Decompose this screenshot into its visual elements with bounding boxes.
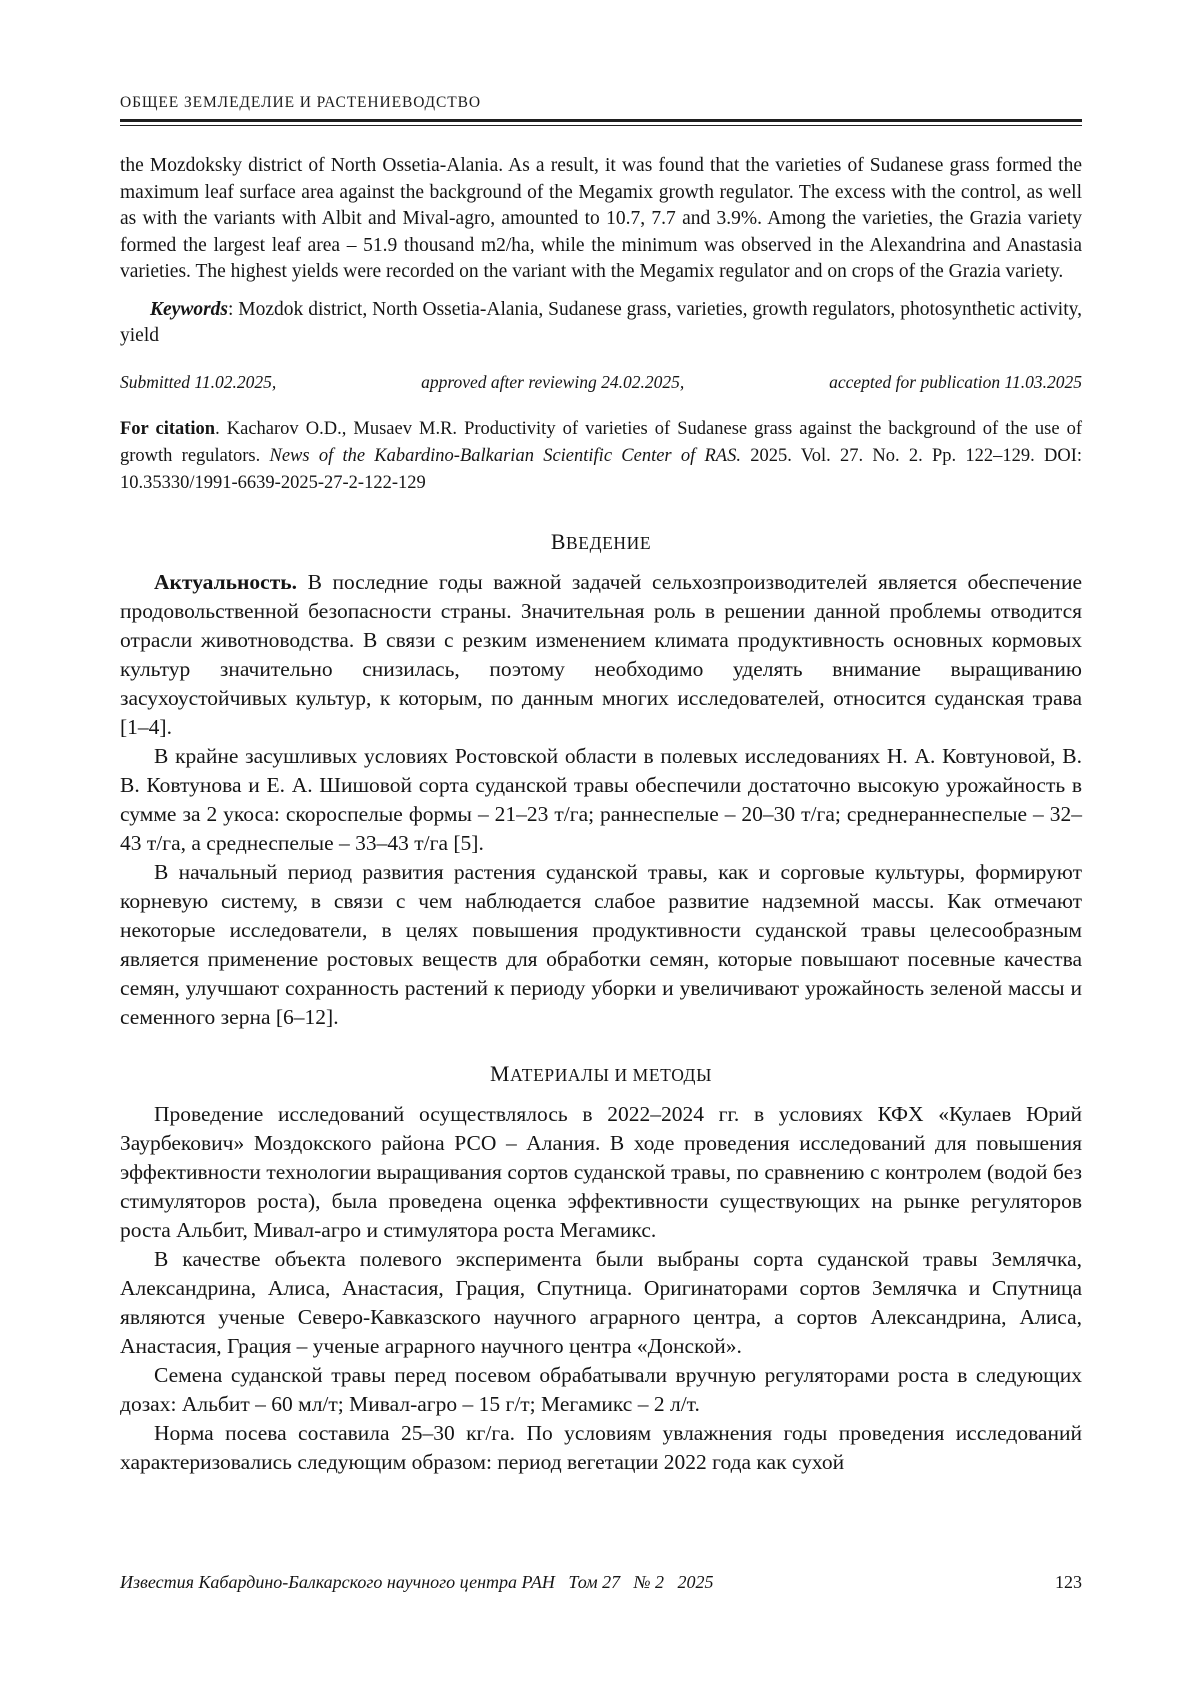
paragraph-text: В качестве объекта полевого эксперимента были выбраны сорта суданской травы Землячка, Александрина, Алиса, Анастасия, Грация, Спутница. Оригинаторами сортов Землячка и Спутница являются ученые Северо-Кавказского научного аграрного центра, а сортов Александрина, Алиса, Анастасия, Грация – ученые аграрного научного центра «Донской». [120, 1246, 1082, 1358]
materials-paragraph [120, 1100, 1082, 1245]
paragraph-text: В начальный период развития растения суданской травы, как и сорговые культуры, формируют корневую систему, в связи с чем наблюдается слабое развитие надземной массы. Как отмечают некоторые исследователи, в целях повышения продуктивности суданской травы целесообразным является применение ростовых веществ для обработки семян, которые повышают посевные качества семян, улучшают сохранность растений к периоду уборки и увеличивают урожайность зеленой массы и семенного зерна [6–12]. [120, 859, 1082, 1029]
header-double-rule [120, 119, 1082, 126]
keywords-paragraph [120, 297, 1082, 350]
running-head-title: ОБЩЕЕ ЗЕМЛЕДЕЛИЕ И РАСТЕНИЕВОДСТВО [120, 94, 481, 111]
introduction-paragraph [120, 568, 1082, 742]
approved-date: approved after reviewing 24.02.2025, [421, 371, 685, 392]
footer-page-number: 123 [1055, 1572, 1082, 1592]
materials-paragraph [120, 1361, 1082, 1419]
keywords-text: : Mozdok district, North Ossetia-Alania, Sudanese grass, varieties, growth regulators, photosynthetic activity, yield [120, 298, 1082, 346]
paragraph-text: Проведение исследований осуществлялось в 2022–2024 гг. в условиях КФХ «Кулаев Юрий Заурбекович» Моздокского района РСО – Алания. В ходе проведения исследований для повышения эффективности технологии выращивания сортов суданской травы, по сравнению с контролем (водой без стимуляторов роста), была проведена оценка эффективности существующих на рынке регуляторов роста Альбит, Мивал-агро и стимулятора роста Мегамикс. [120, 1101, 1082, 1242]
citation-text-before-journal: . Kacharov O.D., Musaev M.R. Productivity of varieties of Sudanese grass against the background of the use of growth regulators. [120, 418, 1082, 466]
materials-methods-heading: МАТЕРИАЛЫ И МЕТОДЫ [490, 1061, 712, 1086]
abstract-continuation-text: the Mozdoksky district of North Ossetia-Alania. As a result, it was found that the varieties of Sudanese grass formed the maximum leaf surface area against the background of the Megamix growth regulator. The excess with the control, as well as with the variants with Albit and Mival-agro, amounted to 10.7, 7.7 and 3.9%. Among the varieties, the Grazia variety formed the largest leaf area – 51.9 thousand m2/ha, while the minimum was observed in the Alexandrina and Anastasia varieties. The highest yields were recorded on the variant with the Megamix regulator and on crops of the Grazia variety. [120, 155, 1082, 282]
article-dates-line [120, 371, 1082, 393]
introduction-paragraph [120, 742, 1082, 858]
footer-journal-line: Известия Кабардино-Балкарского научного центра РАН Том 27 № 2 2025 [120, 1572, 714, 1592]
paragraph-text: Норма посева составила 25–30 кг/га. По условиям увлажнения годы проведения исследований характеризовались следующим образом: период вегетации 2022 года как сухой [120, 1420, 1082, 1474]
introduction-paragraph [120, 858, 1082, 1032]
for-citation-label: For citation [120, 418, 216, 439]
materials-paragraph [120, 1419, 1082, 1477]
page-content [120, 0, 1082, 1477]
materials-paragraph [120, 1245, 1082, 1361]
paragraph-lead: Актуальность. [154, 569, 298, 594]
running-head [120, 0, 1082, 126]
paragraph-text: Семена суданской травы перед посевом обрабатывали вручную регуляторами роста в следующих дозах: Альбит – 60 мл/т; Мивал-агро – 15 г/т; Мегамикс – 2 л/т. [120, 1362, 1082, 1416]
page-footer [120, 1572, 1082, 1593]
introduction-heading: ВВЕДЕНИЕ [550, 529, 652, 554]
paragraph-text: В крайне засушливых условиях Ростовской области в полевых исследованиях Н. А. Ковтуновой, В. В. Ковтунова и Е. А. Шишовой сорта суданской травы обеспечили достаточно высокую урожайность в сумме за 2 укоса: скороспелые формы – 21–23 т/га; раннеспелые – 20–30 т/га; среднераннеспелые – 32–43 т/га, а среднеспелые – 33–43 т/га [5]. [120, 743, 1082, 855]
for-citation-paragraph [120, 416, 1082, 497]
citation-text-after-journal: 2025. Vol. 27. No. 2. Pp. 122–129. DOI: 10.35330/1991-6639-2025-27-2-122-129 [120, 445, 1083, 493]
paragraph-text: В последние годы важной задачей сельхозпроизводителей является обеспечение продовольственной безопасности страны. Значительная роль в решении данной проблемы отводится отрасли животноводства. В связи с резким изменением климата продуктивность основных кормовых культур значительно снизилась, поэтому необходимо уделять внимание выращиванию засухоустойчивых культур, к которым, по данным многих исследователей, относится суданская трава [1–4]. [120, 569, 1082, 739]
keywords-label: Keywords [150, 298, 228, 320]
accepted-date: accepted for publication 11.03.2025 [829, 371, 1082, 392]
submitted-date: Submitted 11.02.2025, [120, 371, 277, 392]
citation-journal-name: News of the Kabardino-Balkarian Scientific Center of RAS. [269, 445, 741, 466]
